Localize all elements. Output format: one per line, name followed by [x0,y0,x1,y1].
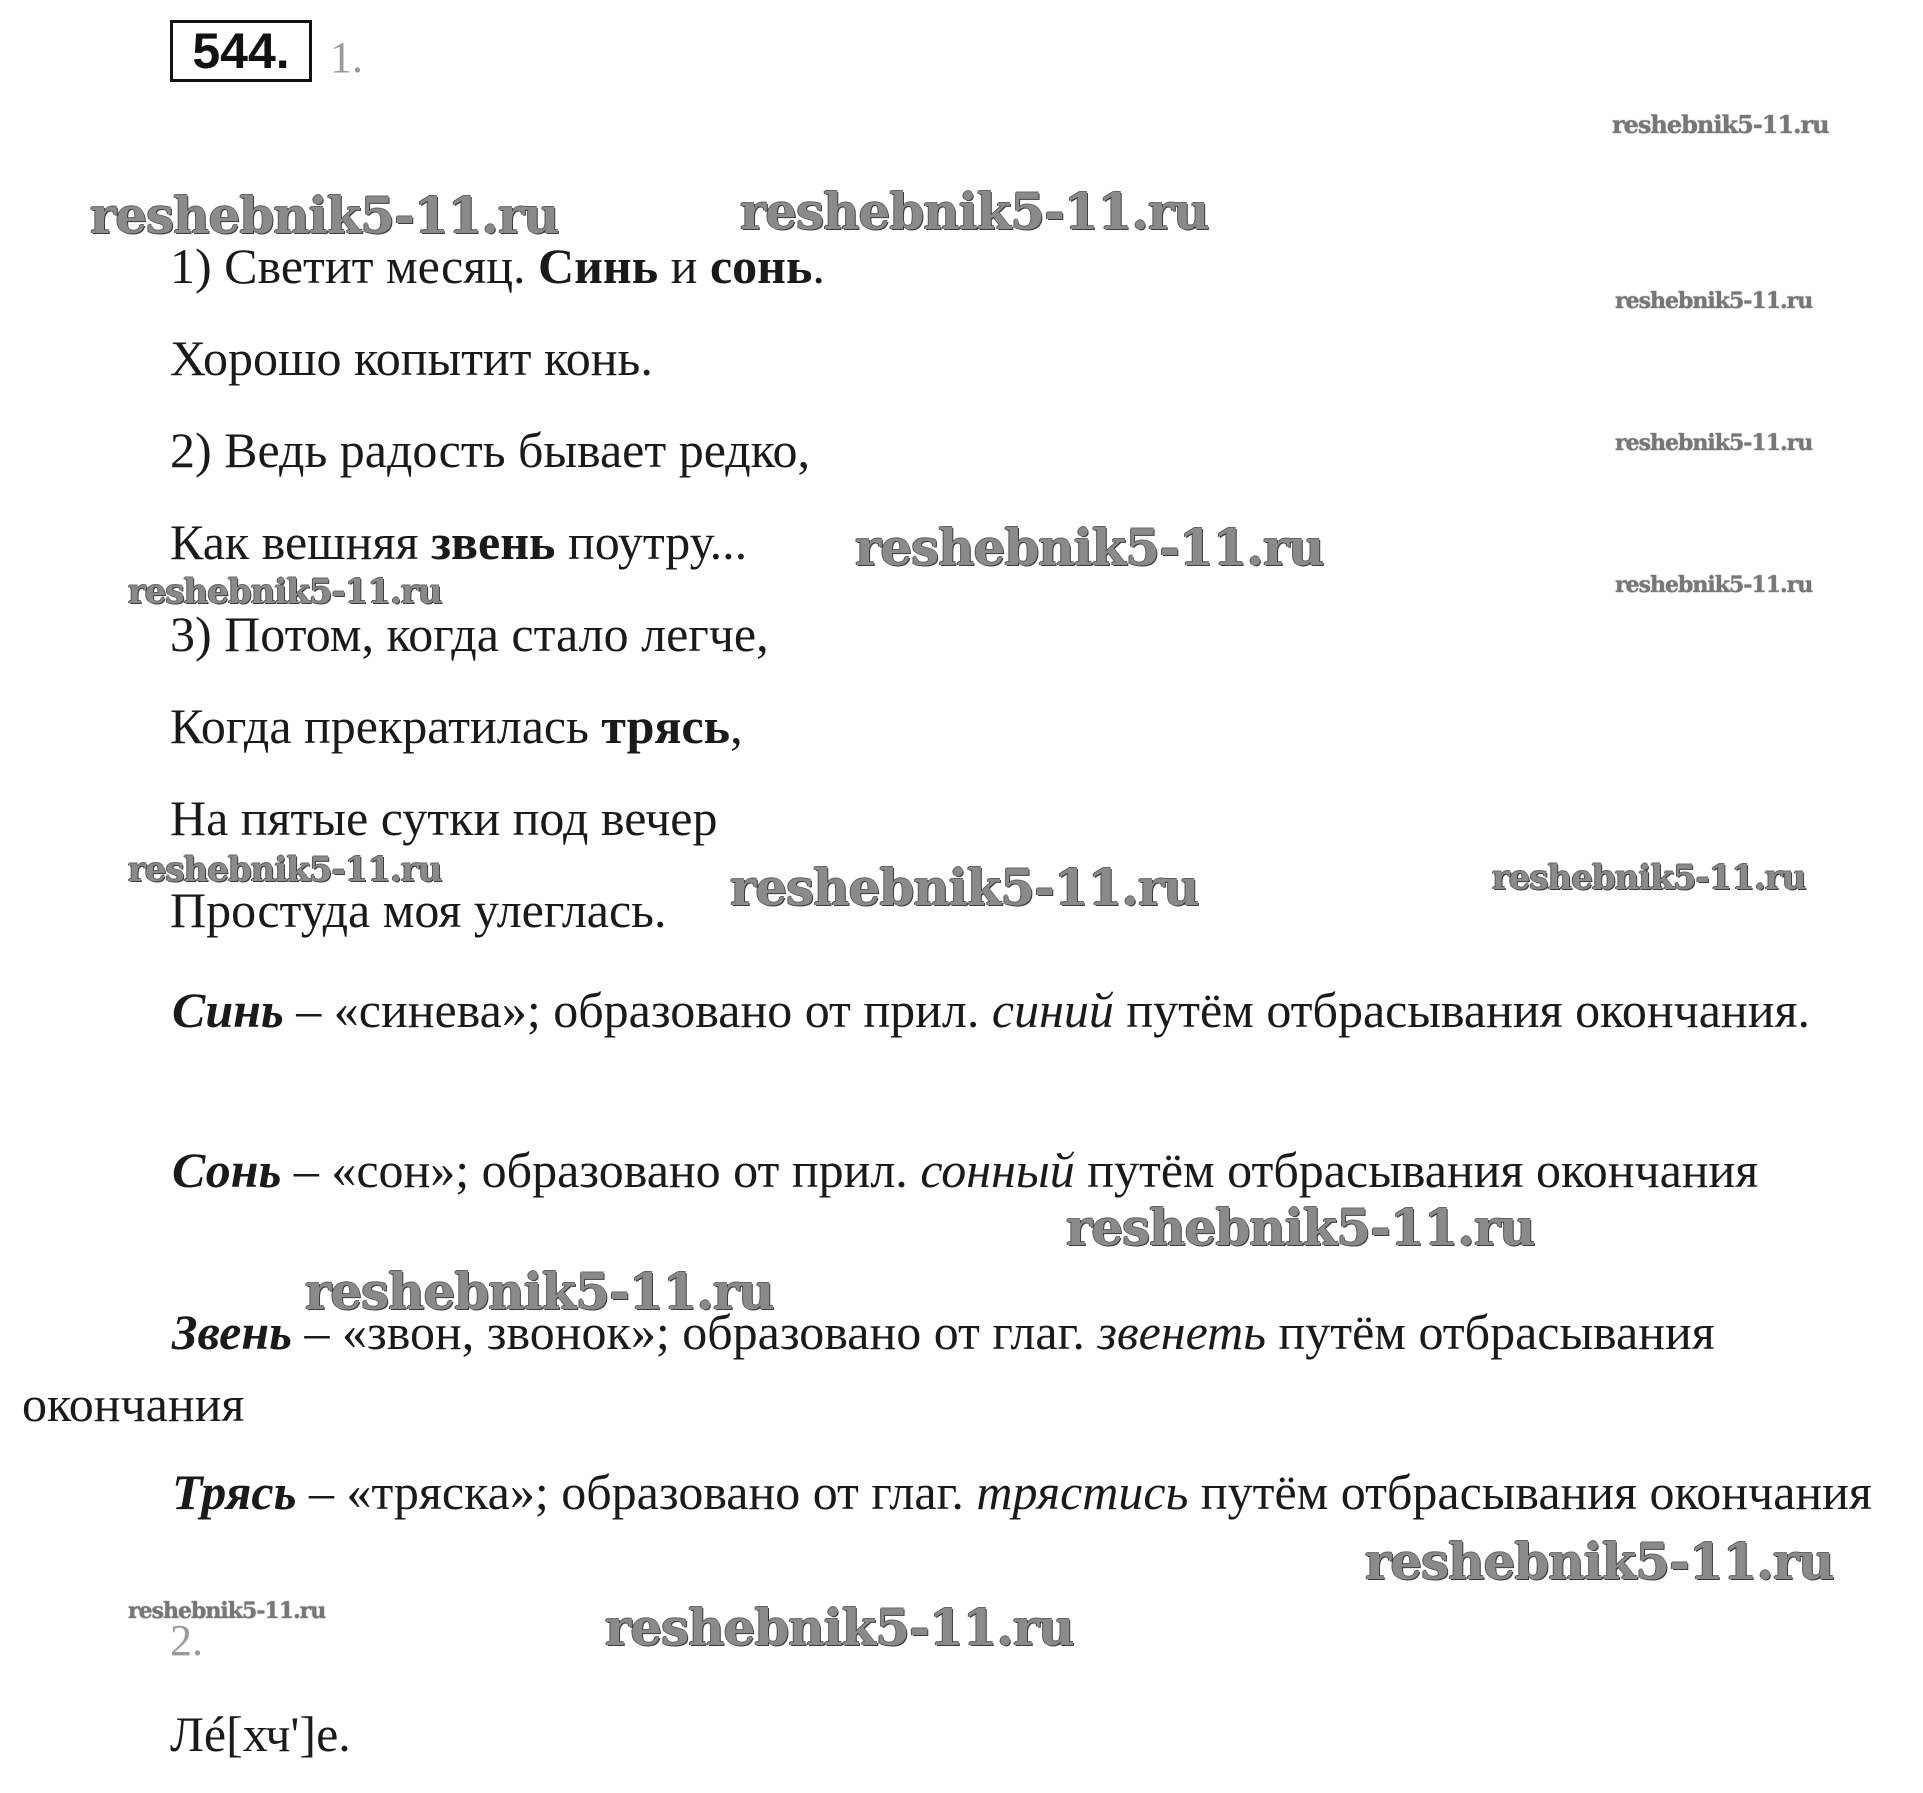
watermark: reshebnik5-11.ru [855,518,1324,577]
definition-zven: Звень – «звон, звонок»; образовано от глаг. звенеть путём отбрасывания окончания [22,1304,1715,1432]
exercise-number: 544. [170,20,312,82]
watermark: reshebnik5-11.ru [1612,110,1829,139]
watermark: reshebnik5-11.ru [1492,858,1806,898]
poem-line-5: 3) Потом, когда стало легче, [170,606,769,662]
poem-line-2: Хорошо копытит конь. [170,330,653,386]
watermark: reshebnik5-11.ru [605,1598,1074,1657]
part-1-label: 1. [330,33,363,82]
watermark: reshebnik5-11.ru [128,850,442,890]
watermark: reshebnik5-11.ru [1615,288,1813,314]
definition-son: Сонь – «сон»; образовано от прил. сонный путём отбрасывания окончания [172,1142,1759,1198]
watermark: reshebnik5-11.ru [1615,430,1813,456]
poem-line-3: 2) Ведь радость бывает редко, [170,422,810,478]
definition-tryas: Трясь – «тряска»; образовано от глаг. трястись путём отбрасывания окончания [172,1464,1872,1520]
watermark: reshebnik5-11.ru [740,182,1209,241]
watermark: reshebnik5-11.ru [730,858,1199,917]
watermark: reshebnik5-11.ru [128,572,442,612]
poem-line-8: Простуда моя улеглась. [170,882,667,938]
poem-line-4: Как вешняя звень поутру... [170,514,748,570]
watermark: reshebnik5-11.ru [1365,1532,1834,1591]
poem-line-7: На пятые сутки под вечер [170,790,718,846]
watermark: reshebnik5-11.ru [1066,1198,1535,1257]
watermark: reshebnik5-11.ru [1615,572,1813,598]
transcription: Лé[хч']е. [170,1706,351,1762]
part-2-label: 2. [170,1616,203,1665]
watermark: reshebnik5-11.ru [90,186,559,245]
poem-line-6: Когда прекратилась трясь, [170,698,743,754]
definition-sin: Синь – «синева»; образовано от прил. синий путём отбрасывания окончания. [172,982,1810,1038]
watermark: reshebnik5-11.ru [305,1262,774,1321]
watermark: reshebnik5-11.ru [128,1598,326,1624]
poem-line-1: 1) Светит месяц. Синь и сонь. [170,238,825,294]
